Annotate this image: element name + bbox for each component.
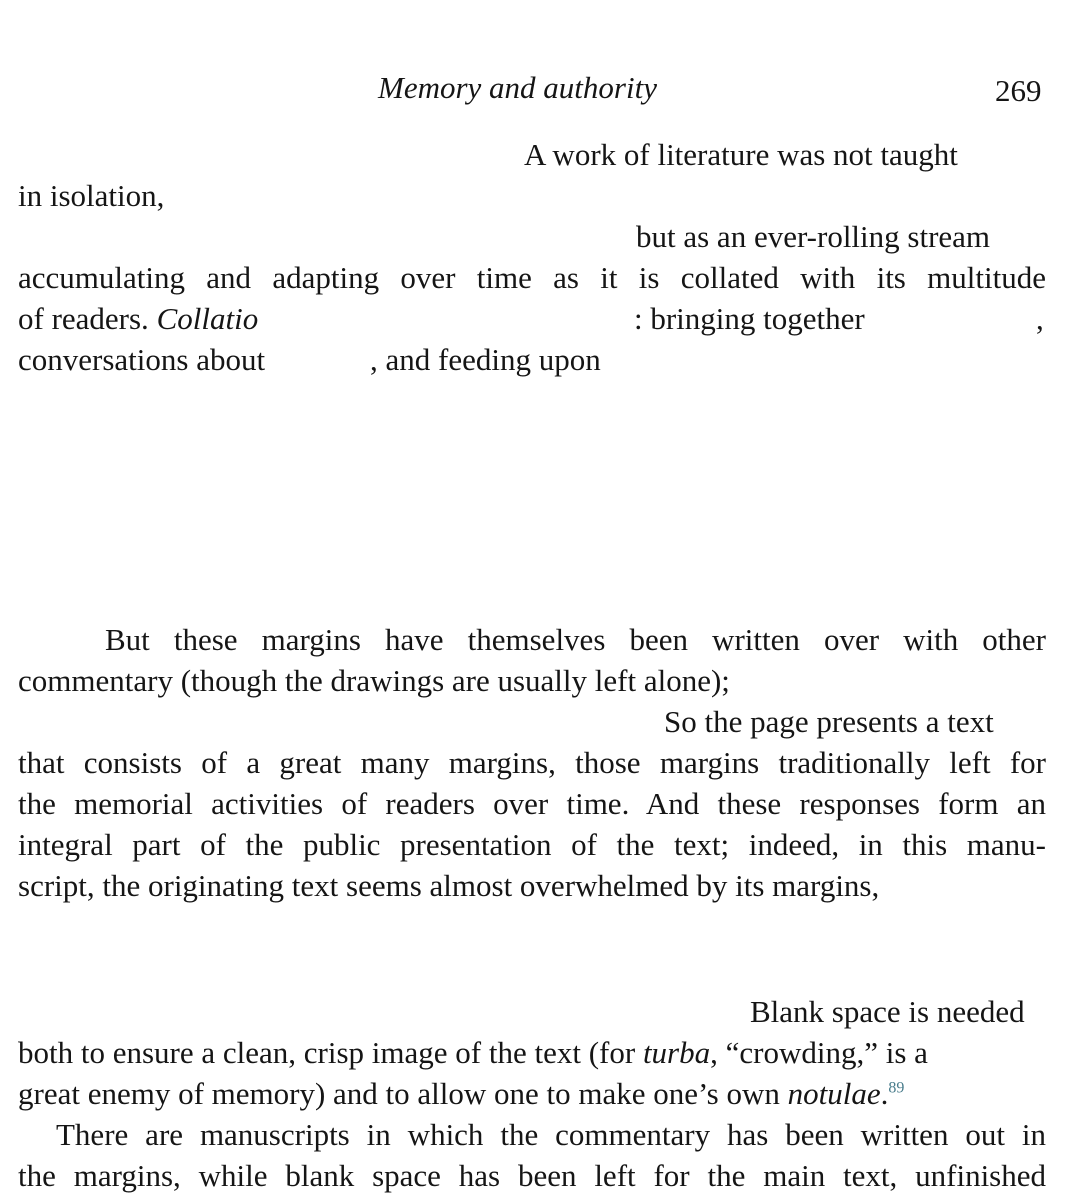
p2-line-1: But these margins have themselves been written over with other — [105, 622, 1046, 657]
notulae-term: notulae — [787, 1076, 881, 1111]
p1-line-2: in isolation, — [18, 178, 165, 213]
p3-line-2-text: both to ensure a clean, crisp image of the text (for — [18, 1035, 643, 1070]
p2-line-2: commentary (though the drawings are usually left alone); — [18, 663, 730, 698]
p2-line-5: the memorial activities of readers over time. And these responses form an — [18, 786, 1046, 821]
collatio-term: Collatio — [156, 301, 259, 336]
turba-term: turba — [642, 1035, 711, 1070]
p3-line-1: Blank space is needed — [750, 994, 1025, 1029]
p2-line-6: integral part of the public presentation of the text; indeed, in this manu- — [18, 827, 1046, 862]
running-header-title: Memory and authority — [378, 70, 657, 105]
p1-line-5-comma: , — [1036, 301, 1044, 336]
p1-line-5-continued: : bringing together — [634, 301, 865, 336]
p3-line-3-text: great enemy of memory) and to allow one to make one’s own — [18, 1076, 788, 1111]
p3-line-2 — [18, 1037, 928, 1068]
p3-line-3-period: . — [880, 1076, 889, 1111]
p1-line-3: but as an ever-rolling stream — [636, 219, 991, 254]
p2-line-3: So the page presents a text — [664, 704, 994, 739]
page-number: 269 — [995, 73, 1042, 108]
p3-line-3 — [18, 1078, 904, 1109]
p1-line-6-continued: , and feeding upon — [370, 342, 601, 377]
p4-line-1: There are manuscripts in which the commentary has been written out in — [56, 1117, 1046, 1152]
p1-line-5 — [18, 303, 258, 334]
p2-line-4: that consists of a great many margins, those margins traditionally left for — [18, 745, 1046, 780]
p1-line-5-text: of readers. — [18, 301, 157, 336]
p4-line-2: the margins, while blank space has been left for the main text, unfinished — [18, 1158, 1046, 1193]
p3-line-2-end: , “crowding,” is a — [710, 1035, 928, 1070]
p1-line-1: A work of literature was not taught — [524, 137, 958, 172]
p1-line-6: conversations about — [18, 342, 266, 377]
p2-line-7: script, the originating text seems almost overwhelmed by its margins, — [18, 868, 880, 903]
footnote-marker[interactable]: 89 — [888, 1079, 905, 1097]
p1-line-4: accumulating and adapting over time as it is collated with its multitude — [18, 260, 1046, 295]
